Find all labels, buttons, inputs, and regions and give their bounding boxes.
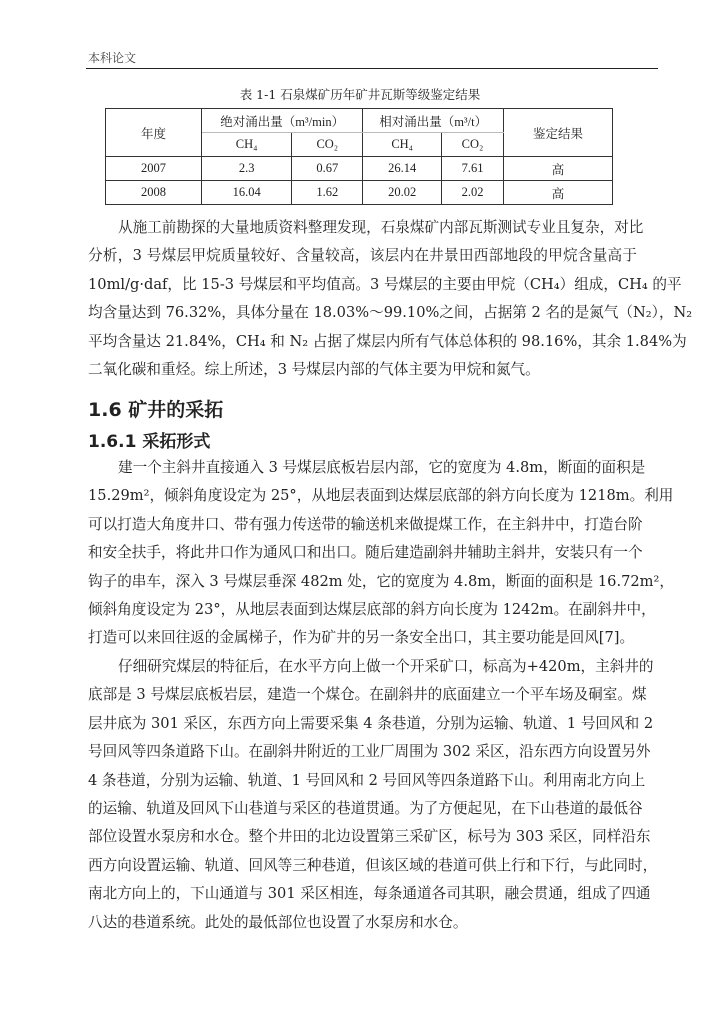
text-line: 15.29m²，倾斜角度设定为 25°，从地层表面到达煤层底部的斜方向长度为 1218m。利用 — [88, 487, 674, 505]
subheader: CH₄ — [363, 133, 442, 157]
section-heading: 1.6 矿井的采拓 — [88, 399, 224, 421]
table-caption: 表 1-1 石泉煤矿历年矿井瓦斯等级鉴定结果 — [239, 87, 481, 102]
cell: 2.3 — [202, 157, 292, 181]
text-line: 和安全扶手，将此井口作为通风口和出口。随后建造副斜井辅助主斜井，安装只有一个 — [88, 544, 643, 562]
text-line: 打造可以来回往返的金属梯子，作为矿井的另一条安全出口，其主要功能是回风[7]。 — [88, 629, 635, 647]
header-absolute: 绝对涌出量（m³/min） — [202, 109, 363, 133]
text-line: 分析，3 号煤层甲烷质量较好、含量较高，该层内在井景田西部地段的甲烷含量高于 — [88, 247, 637, 265]
text-line: 10ml/g·daf，比 15-3 号煤层和平均值高。3 号煤层的主要由甲烷（CH₄）组成，CH₄ 的平 — [88, 275, 682, 293]
cell: 26.14 — [363, 157, 442, 181]
text-line: 底部是 3 号煤层底板岩层，建造一个煤仓。在副斜井的底面建立一个平车场及硐室。煤 — [88, 686, 647, 704]
text-line: 均含量达到 76.32%，具体分量在 18.03%～99.10%之间，占据第 2 名的是氮气（N₂），N₂ — [88, 304, 693, 322]
text-line: 从施工前勘探的大量地质资料整理发现，石泉煤矿内部瓦斯测试专业且复杂，对比 — [118, 219, 644, 236]
header-year: 年度 — [106, 109, 202, 157]
text-line: 层井底为 301 采区，东西方向上需要采集 4 条巷道，分别为运输、轨道、1 号回风和 2 — [88, 714, 654, 732]
header-result: 鉴定结果 — [504, 109, 613, 157]
text-line: 八达的巷道系统。此处的最低部位也设置了水泵房和水仓。 — [88, 913, 468, 931]
cell: 0.67 — [292, 157, 363, 181]
table-row — [106, 157, 613, 181]
header-relative: 相对涌出量（m³/t） — [363, 109, 504, 133]
cell: 2007 — [106, 157, 202, 181]
cell: 1.62 — [292, 181, 363, 205]
cell: 20.02 — [363, 181, 442, 205]
subsection-heading: 1.6.1 采拓形式 — [88, 432, 211, 452]
subheader: CO₂ — [442, 133, 504, 157]
running-header: 本科论文 — [88, 51, 137, 65]
subheader: CH₄ — [202, 133, 292, 157]
table-row — [106, 181, 613, 205]
cell: 2008 — [106, 181, 202, 205]
subheader: CO₂ — [292, 133, 363, 157]
text-line: 4 条巷道，分别为运输、轨道、1 号回风和 2 号回风等四条道路下山。利用南北方向上 — [88, 771, 646, 789]
cell: 2.02 — [442, 181, 504, 205]
text-line: 号回风等四条道路下山。在副斜井附近的工业厂周围为 302 采区，沿东西方向设置另外 — [88, 743, 651, 761]
text-line: 的运输、轨道及回风下山巷道与采区的巷道贯通。为了方便起见，在下山巷道的最低谷 — [88, 800, 643, 817]
text-line: 平均含量达 21.84%，CH₄ 和 N₂ 占据了煤层内所有气体总体积的 98.16%，其余 1.84%为 — [88, 332, 687, 350]
text-line: 二氧化碳和重烃。综上所述，3 号煤层内部的气体主要为甲烷和氮气。 — [88, 361, 540, 378]
gas-grade-table — [105, 108, 613, 205]
text-line: 可以打造大角度井口、带有强力传送带的输送机来做提煤工作，在主斜井中，打造台阶 — [88, 515, 643, 533]
text-line: 建一个主斜井直接通入 3 号煤层底板岩层内部，它的宽度为 4.8m，断面的面积是 — [118, 459, 646, 476]
cell: 7.61 — [442, 157, 504, 181]
header-rule — [86, 68, 658, 69]
text-line: 钩子的串车，深入 3 号煤层垂深 482m 处，它的宽度为 4.8m，断面的面积是 16.72m²， — [88, 572, 674, 590]
text-line: 部位设置水泵房和水仓。整个井田的北边设置第三采矿区，标号为 303 采区，同样沿东 — [88, 828, 651, 846]
text-line: 仔细研究煤层的特征后，在水平方向上做一个开采矿口，标高为+420m，主斜井的 — [118, 658, 654, 675]
text-line: 南北方向上的，下山通道与 301 采区相连，每条通道各司其职，融会贯通，组成了四通 — [88, 885, 651, 903]
cell: 16.04 — [202, 181, 292, 205]
text-line: 倾斜角度设定为 23°，从地层表面到达煤层底部的斜方向长度为 1242m。在副斜井中， — [88, 601, 656, 618]
text-line: 西方向设置运输、轨道、回风等三种巷道，但该区域的巷道可供上行和下行，与此同时， — [88, 856, 658, 874]
cell: 高 — [504, 181, 613, 205]
cell: 高 — [504, 157, 613, 181]
